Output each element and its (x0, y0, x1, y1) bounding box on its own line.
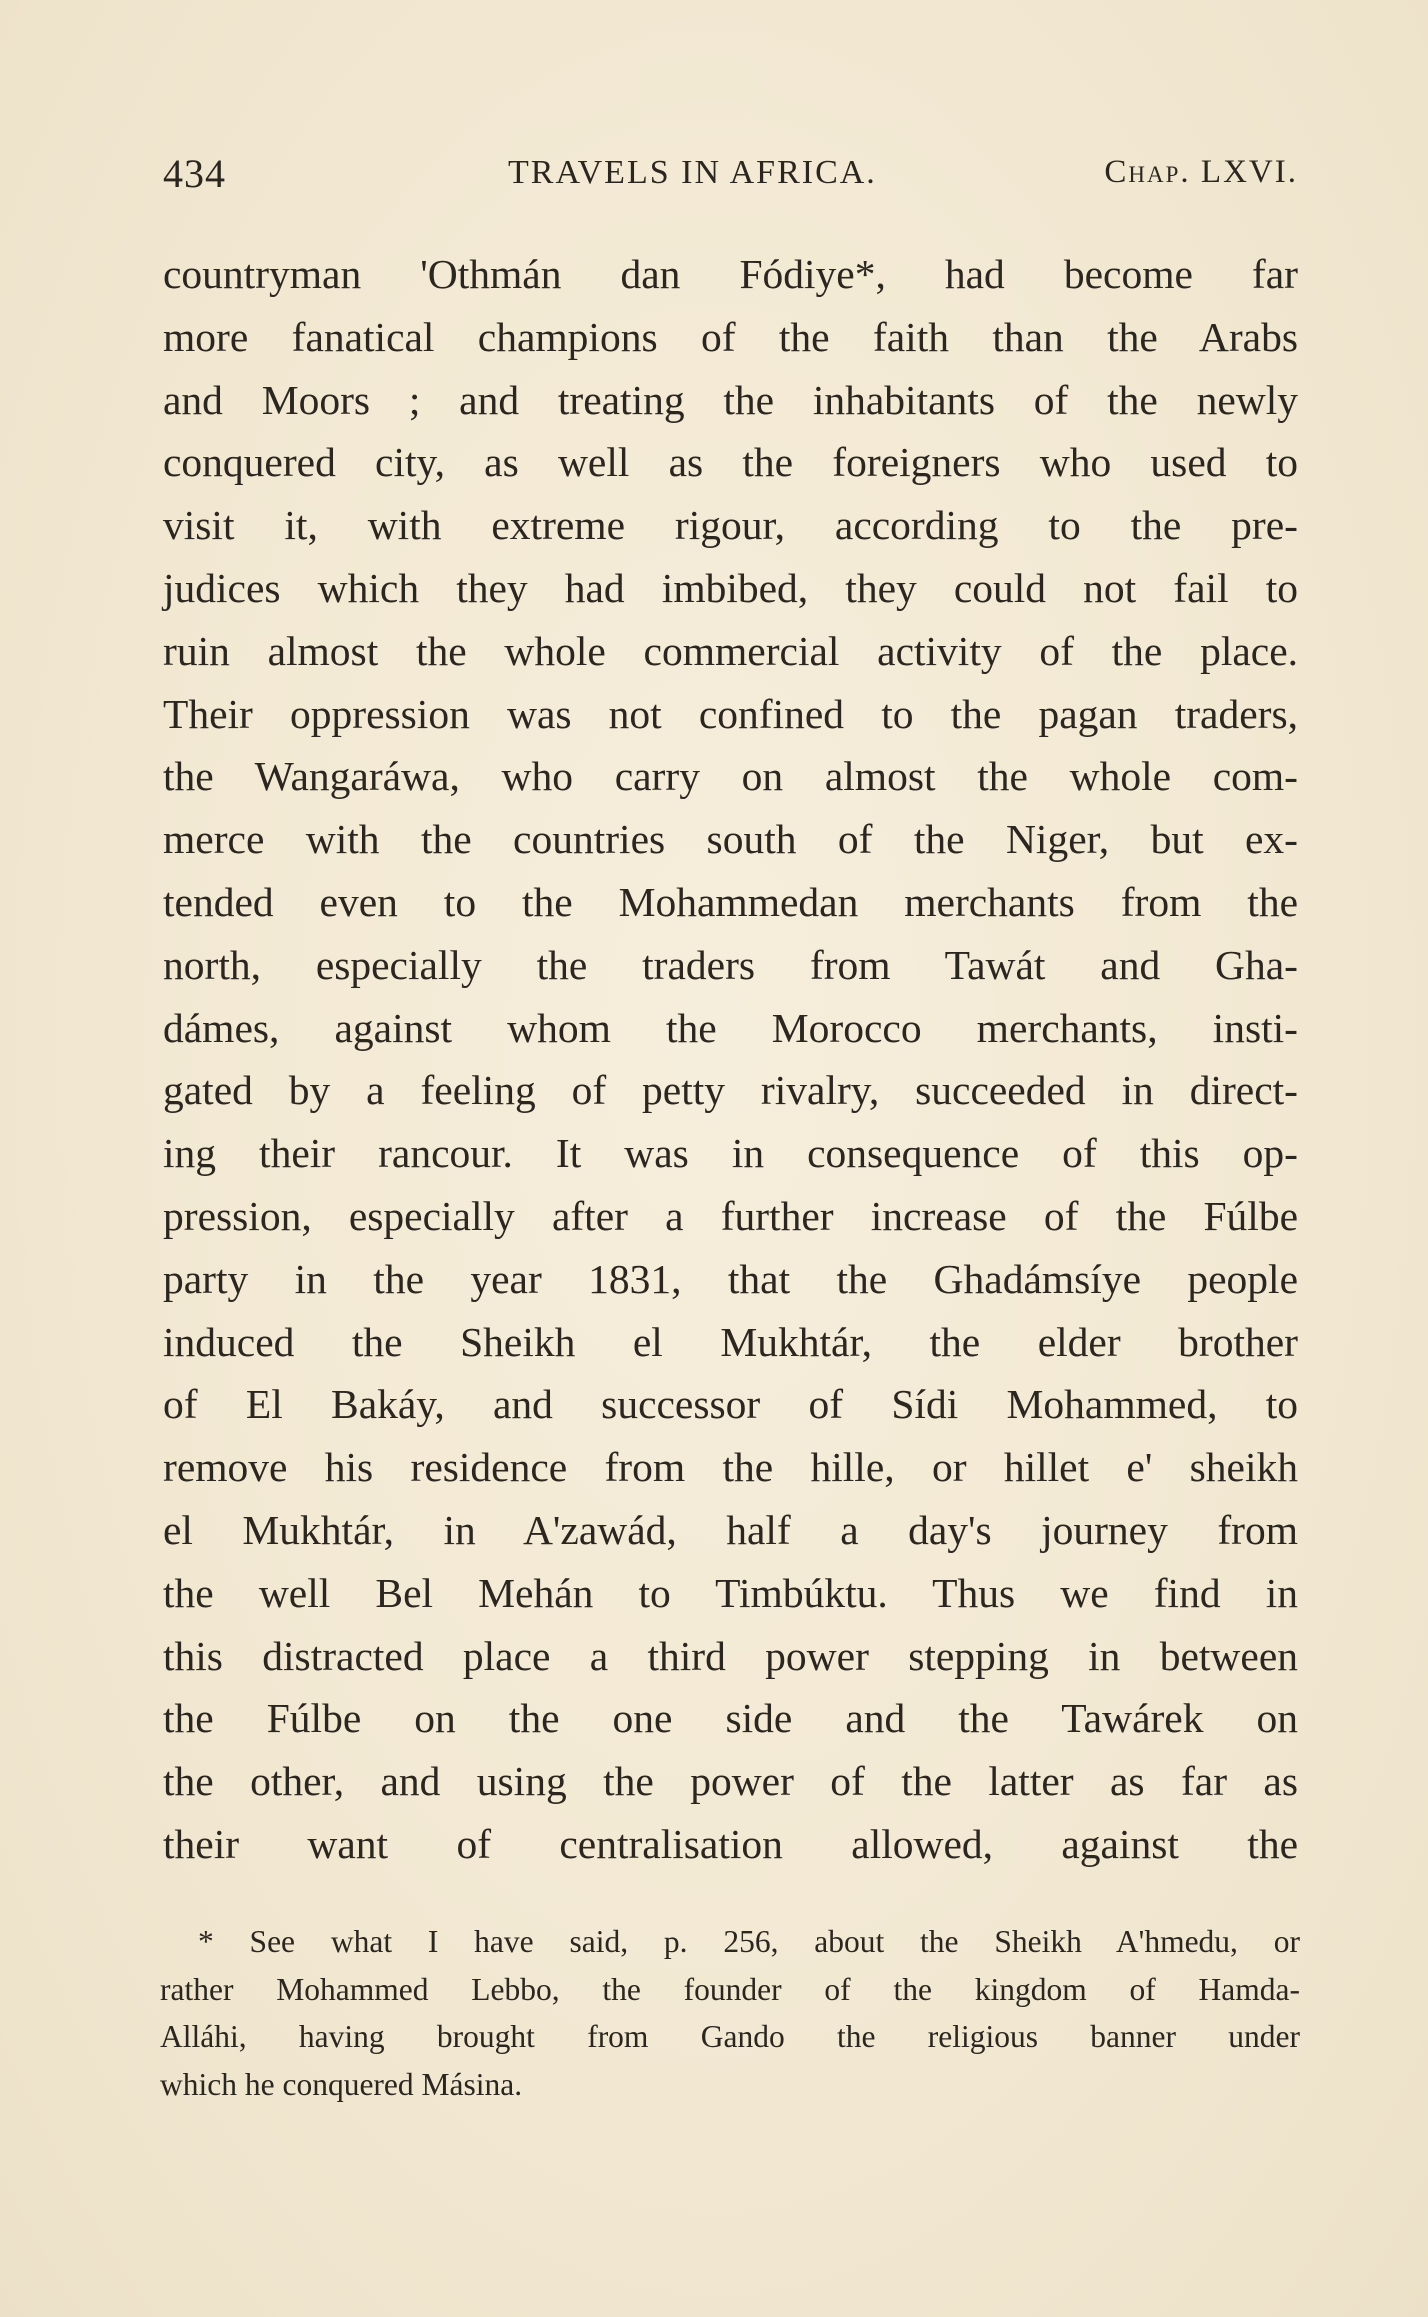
text-line: the Wangaráwa, who carry on almost the whole com- (163, 753, 1298, 800)
text-line: dámes, against whom the Morocco merchants, insti- (163, 1004, 1298, 1051)
text-line: judices which they had imbibed, they could not fail to (163, 564, 1298, 611)
footnote-line: * See what I have said, p. 256, about the Sheikh A'hmedu, or (198, 1924, 1300, 1959)
text-line: gated by a feeling of petty rivalry, succeeded in direct- (163, 1067, 1298, 1114)
text-line: the well Bel Mehán to Timbúktu. Thus we find in (163, 1569, 1298, 1616)
text-line: ruin almost the whole commercial activity of the place. (163, 627, 1298, 674)
footnote-line: which he conquered Másina. (160, 2066, 523, 2102)
text-line: this distracted place a third power stepping in between (163, 1632, 1298, 1679)
text-line: pression, especially after a further increase of the Fúlbe (163, 1192, 1298, 1239)
text-line: merce with the countries south of the Niger, but ex- (163, 816, 1298, 863)
text-line: induced the Sheikh el Mukhtár, the elder brother (163, 1318, 1298, 1365)
text-line: their want of centralisation allowed, against the (163, 1820, 1298, 1867)
running-title: TRAVELS IN AFRICA. (508, 154, 877, 191)
text-line: conquered city, as well as the foreigners who used to (163, 439, 1298, 486)
text-line: north, especially the traders from Tawát and Gha- (163, 941, 1298, 988)
footnote (160, 1918, 1300, 2108)
footnote-line: Alláhi, having brought from Gando the religious banner under (160, 2019, 1300, 2054)
text-line: party in the year 1831, that the Ghadámsíye people (163, 1255, 1298, 1302)
text-line: el Mukhtár, in A'zawád, half a day's journey from (163, 1506, 1298, 1553)
text-line: tended even to the Mohammedan merchants from the (163, 878, 1298, 925)
text-line: countryman 'Othmán dan Fódiye*, had become far (163, 251, 1298, 297)
page-number: 434 (163, 151, 226, 196)
text-line: the other, and using the power of the latter as far as (163, 1758, 1298, 1805)
text-line: and Moors ; and treating the inhabitants of the newly (163, 376, 1298, 423)
text-line: the Fúlbe on the one side and the Tawárek on (163, 1695, 1298, 1742)
text-line: more fanatical champions of the faith than the Arabs (163, 313, 1298, 360)
chapter-label: Chap. LXVI. (1104, 154, 1298, 190)
running-header (163, 150, 1298, 200)
text-line: Their oppression was not confined to the pagan traders, (163, 690, 1298, 737)
footnote-line: rather Mohammed Lebbo, the founder of the kingdom of Hamda- (160, 1971, 1300, 2007)
text-line: ing their rancour. It was in consequence of this op- (163, 1130, 1298, 1177)
text-line: of El Bakáy, and successor of Sídi Mohammed, to (163, 1381, 1298, 1428)
text-line: visit it, with extreme rigour, according to the pre- (163, 502, 1298, 549)
text-line: remove his residence from the hille, or hillet e' sheikh (163, 1444, 1298, 1491)
body-text (163, 243, 1298, 1876)
